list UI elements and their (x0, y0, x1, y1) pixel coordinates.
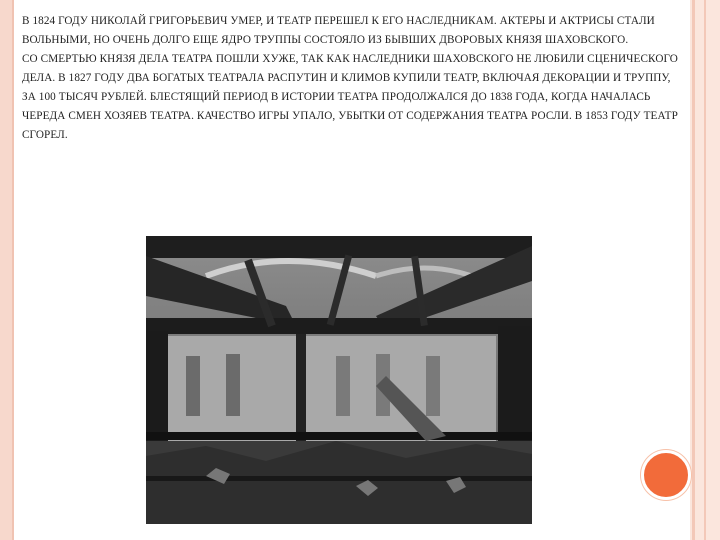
slide-text (22, 12, 682, 145)
paragraph-1: В 1824 ГОДУ НИКОЛАЙ ГРИГОРЬЕВИЧ УМЕР, И ТЕАТР ПЕРЕШЕЛ К ЕГО НАСЛЕДНИКАМ. АКТЕРЫ И АКТРИСЫ СТАЛИ ВОЛЬНЫМИ, НО ОЧЕНЬ ДОЛГО ЕЩЕ ЯДРО ТРУППЫ СОСТОЯЛО ИЗ БЫВШИХ ДВОРОВЫХ КНЯЗЯ ШАХОВСКОГО. (22, 15, 655, 46)
burned-theatre-photo (146, 236, 532, 524)
paragraph-2: СО СМЕРТЬЮ КНЯЗЯ ДЕЛА ТЕАТРА ПОШЛИ ХУЖЕ, ТАК КАК НАСЛЕДНИКИ ШАХОВСКОГО НЕ ЛЮБИЛИ СЦЕНИЧЕСКОГО ДЕЛА. В 1827 ГОДУ ДВА БОГАТЫХ ТЕАТРАЛА РАСПУТИН И КЛИМОВ КУПИЛИ ТЕАТР, ВКЛЮЧАЯ ДЕКОРАЦИИ И ТРУППУ, ЗА 100 ТЫСЯЧ РУБЛЕЙ. БЛЕСТЯЩИЙ ПЕРИОД В ИСТОРИИ ТЕАТРА ПРОДОЛЖАЛСЯ ДО 1838 ГОДА, КОГДА НАЧАЛАСЬ ЧЕРЕДА СМЕН ХОЗЯЕВ ТЕАТРА. КАЧЕСТВО ИГРЫ УПАЛО, УБЫТКИ ОТ СОДЕРЖАНИЯ ТЕАТРА РОСЛИ. В 1853 ГОДУ ТЕАТР СГОРЕЛ. (22, 53, 678, 141)
orange-circle-decoration (641, 450, 691, 500)
left-decorative-border (0, 0, 14, 540)
right-decorative-border (690, 0, 720, 540)
